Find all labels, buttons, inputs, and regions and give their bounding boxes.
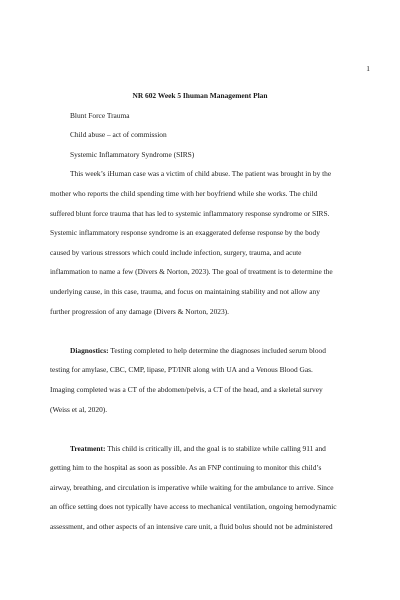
diagnostics-line: (Weiss et al, 2020). <box>50 404 108 414</box>
treatment-line: airway, breathing, and circulation is imperative while waiting for the ambulance to arrive. Since <box>50 482 334 492</box>
intro-line: suffered blunt force trauma that has led to systemic inflammatory response syndrome or SIRS. <box>50 208 330 218</box>
diagnostics-first-line <box>50 341 350 361</box>
diagnostics-paragraph <box>50 341 350 419</box>
diagnostics-line: testing for amylase, CBC, CMP, lipase, PT/INR along with UA and a Venous Blood Gas. <box>50 365 313 375</box>
document-title: NR 602 Week 5 Ihuman Management Plan <box>132 91 268 100</box>
treatment-heading: Treatment: <box>70 443 106 453</box>
intro-line: mother who reports the child spending time with her boyfriend while she works. The child <box>50 188 318 198</box>
document-body <box>50 86 350 537</box>
intro-line: Systemic inflammatory response syndrome is an exaggerated defense response by the body <box>50 228 320 238</box>
treatment-line: getting him to the hospital as soon as possible. As an FNP continuing to monitor this child’s <box>50 463 322 473</box>
treatment-line: an office setting does not typically have access to mechanical ventilation, ongoing hemodynamic <box>50 502 337 512</box>
intro-line: caused by various stressors which could include infection, surgery, trauma, and acute <box>50 247 302 257</box>
diagnostics-line: Imaging completed was a CT of the abdomen/pelvis, a CT of the head, and a skeletal survey <box>50 384 323 394</box>
intro-paragraph <box>50 164 350 321</box>
diagnosis-item: Child abuse – act of commission <box>70 130 167 140</box>
intro-line: further progression of any damage (Divers & Norton, 2023). <box>50 306 229 316</box>
diagnostics-heading: Diagnostics: <box>70 345 109 355</box>
treatment-text: This child is critically ill, and the goal is to stabilize while calling 911 and <box>105 443 326 453</box>
diagnosis-item: Systemic Inflammatory Syndrome (SIRS) <box>70 149 195 159</box>
treatment-paragraph <box>50 439 350 537</box>
intro-line: This week’s iHuman case was a victim of child abuse. The patient was brought in by the <box>70 169 332 179</box>
treatment-line: assessment, and other aspects of an intensive care unit, a fluid bolus should not be administered <box>50 522 333 532</box>
paragraph-spacer <box>50 419 350 439</box>
intro-line: underlying cause, in this case, trauma, and focus on maintaining stability and not allow any <box>50 286 320 296</box>
paragraph-spacer <box>50 321 350 341</box>
intro-line: inflammation to name a few (Divers & Norton, 2023). The goal of treatment is to determine the <box>50 267 333 277</box>
diagnostics-text: Testing completed to help determine the diagnoses included serum blood <box>108 345 326 355</box>
treatment-first-line <box>50 439 350 459</box>
page-number: 1 <box>366 64 370 73</box>
diagnosis-item: Blunt Force Trauma <box>70 110 130 120</box>
